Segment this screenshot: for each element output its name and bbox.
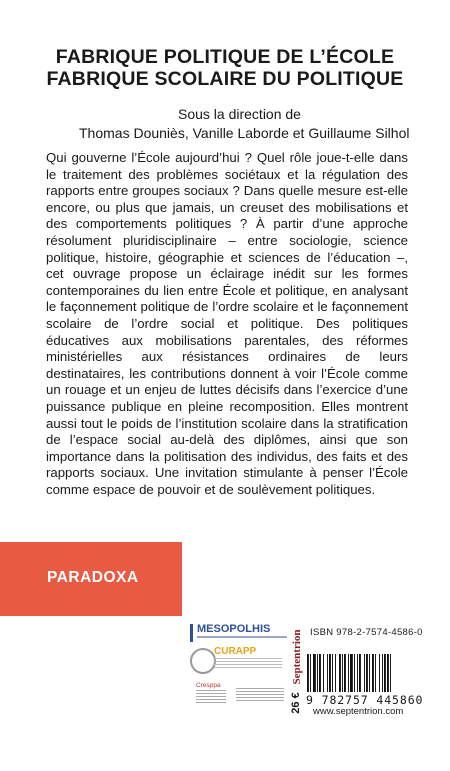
book-title — [0, 46, 450, 90]
publisher-website: www.septentrion.com — [313, 706, 404, 717]
title-line-1: FABRIQUE POLITIQUE DE L’ÉCOLE — [55, 46, 395, 68]
partner-logos: MESOPOLHIS CURAPP Cresppa — [188, 616, 268, 736]
back-cover-text: Qui gouverne l’École aujourd’hui ? Quel rôle joue-t-elle dans le traitement des problèmes sociétaux et la régulation des rapports entre groupes sociaux ? Dans quelle mesure est-elle encore, ou plus que jamais, un creuset des mobilisations et des comportements politiques ? À partir d’une approche résolument pluridisciplinaire – entre sociologie, science politique, histoire, géographie et sciences de l’éducation –, cet ouvrage propose un éclairage inédit sur les formes contemporaines du lien entre École et politique, en analysant le façonnement politique de l’ordre scolaire et le façonnement scolaire de l’ordre social et politique. Des politiques éducatives aux mobilisations parentales, des réformes ministérielles aux résistances ordinaires de leurs destinataires, les contributions donnent à voir l’École comme un rouage et un enjeu de luttes décisifs dans l’exercice d’une puissance publique en pleine recomposition. Elles montrent aussi tout le poids de l’institution scolaire dans la stratification de l’espace social au-delà des diplômes, ainsi que son importance dans la politisation des individus, des faits et des rapports sociaux. Une invitation stimulante à penser l’École comme espace de pouvoir et de soulèvement politiques. — [46, 150, 408, 497]
price-label: 26 € — [290, 692, 302, 714]
editors-block — [0, 105, 450, 143]
editors-names: Thomas Douniès, Vanille Laborde et Guillaume Silhol — [79, 125, 410, 141]
series-name: PARADOXA — [47, 569, 139, 586]
publisher-logo: Septentrion — [290, 629, 303, 685]
barcode-digits: 9 782757 445860 — [306, 693, 424, 707]
series-band — [0, 542, 182, 616]
isbn-label: ISBN 978-2-7574-4586-0 — [310, 627, 423, 638]
title-line-2: FABRIQUE SCOLAIRE DU POLITIQUE — [46, 68, 404, 90]
cresppa-logo: Cresppa — [196, 682, 226, 704]
direction-label: Sous la direction de — [178, 106, 301, 122]
barcode — [306, 654, 418, 692]
